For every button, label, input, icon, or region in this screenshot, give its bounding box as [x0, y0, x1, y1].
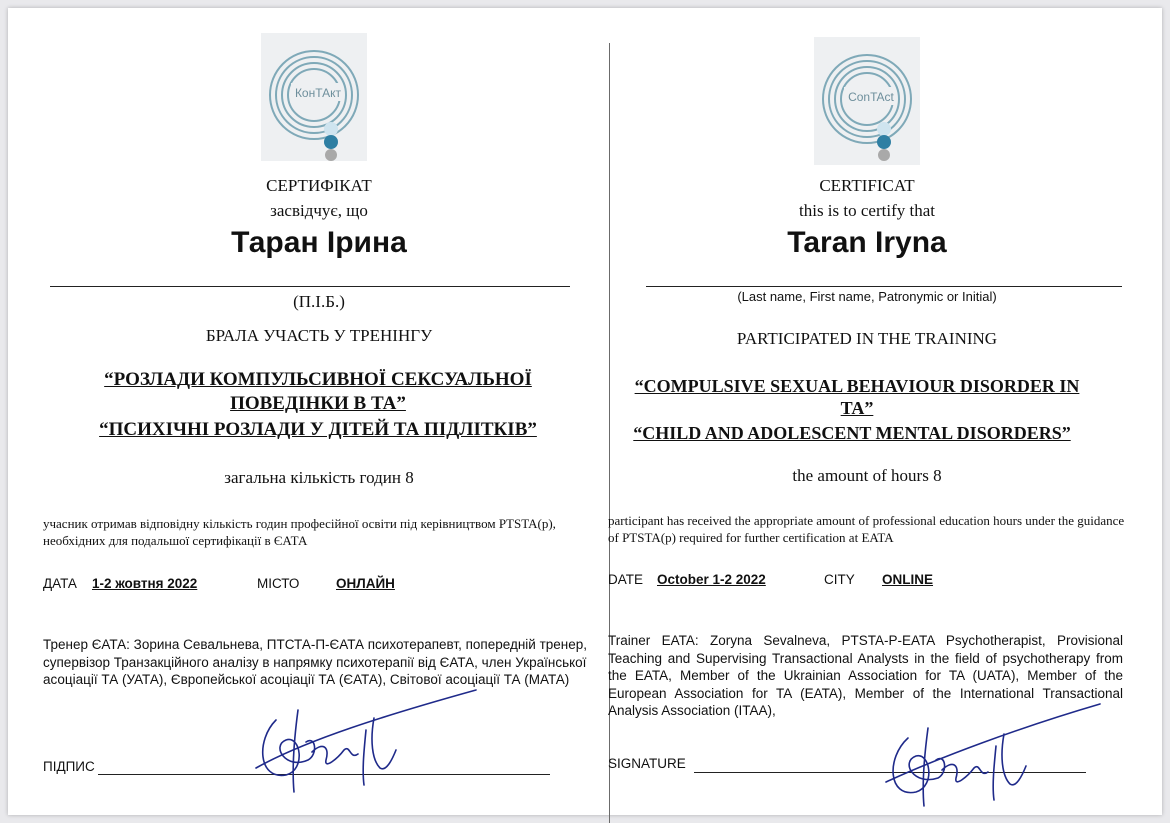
handwritten-signature: [246, 680, 486, 798]
date-value: 1-2 жовтня 2022: [92, 576, 198, 591]
certificate-heading: CERTIFICAT: [819, 176, 915, 195]
city-value: ONLINE: [882, 572, 934, 587]
city-label: МІСТО: [257, 576, 300, 591]
hours-text: загальна кількість годин 8: [224, 468, 414, 487]
hours-text: the amount of hours 8: [792, 466, 942, 485]
logo-text: ConTAct: [848, 90, 894, 104]
certifies-text: засвідчує, що: [270, 201, 368, 220]
logo-graphic: [814, 37, 920, 165]
signature-label: SIGNATURE: [608, 756, 686, 771]
certificate-page: [8, 8, 1162, 815]
training-title-1: “РОЗЛАДИ КОМПУЛЬСИВНОЇ СЕКСУАЛЬНОЇ ПОВЕДІНКИ В ТА”: [104, 369, 532, 414]
trainer-info: Тренер ЄАТА: Зорина Севальнева, ПТСТА-П-ЄАТА психотерапевт, попередній тренер, супервізор Транзакційного аналізу в напрямку психотерапії від ЄАТА, член Української асоціації ТА (УАТА), Європейської асоціації ТА (ЄАТА), Світової асоціації ТА (МАТА): [43, 637, 588, 687]
participated-text: PARTICIPATED IN THE TRAINING: [736, 329, 998, 348]
training-title-1: “COMPULSIVE SEXUAL BEHAVIOUR DISORDER IN TA”: [634, 376, 1080, 418]
name-caption: (Last name, First name, Patronymic or Initial): [737, 289, 997, 304]
signature-label: ПІДПИС: [43, 759, 95, 774]
education-note: participant has received the appropriate amount of professional education hours under the guidance of PTSTA(p) required for further certification at EATA: [608, 513, 1125, 545]
education-note: учасник отримав відповідну кількість годин професійної освіти під керівництвом PTSTA(p), необхідних для подальшої сертифікації в ЄАТА: [43, 516, 556, 548]
contact-logo-en: [814, 37, 920, 165]
contact-logo-ua: [261, 33, 367, 161]
trainer-info: Trainer EATA: Zoryna Sevalneva, PTSTA-P-EATA Psychotherapist, Provisional Teaching and Supervising Transactional Analysts in the field of psychotherapy from the EATA, Member of the Ukrainian Association for TA (UATA), Member of the European Association for TA (EATA), Member of the International Transactional Analysis Association (ITAA),: [608, 633, 1123, 718]
training-title-2: “CHILD AND ADOLESCENT MENTAL DISORDERS”: [633, 423, 1071, 443]
recipient-name: Taran Iryna: [787, 226, 947, 259]
city-label: CITY: [824, 572, 855, 587]
certificate-english: [602, 8, 1162, 815]
date-label: ДАТА: [43, 576, 77, 591]
certificate-ukrainian: [8, 8, 600, 815]
city-value: ОНЛАЙН: [336, 576, 395, 591]
name-underline: [646, 286, 1122, 287]
certificate-heading: СЕРТИФІКАТ: [266, 176, 372, 195]
certifies-text: this is to certify that: [799, 201, 935, 220]
handwritten-signature: [868, 698, 1108, 813]
date-label: DATE: [608, 572, 644, 587]
name-underline: [50, 286, 570, 287]
name-caption: (П.І.Б.): [293, 292, 345, 311]
recipient-name: Таран Ірина: [231, 226, 407, 259]
participated-text: БРАЛА УЧАСТЬ У ТРЕНІНГУ: [205, 326, 433, 345]
date-value: October 1-2 2022: [657, 572, 766, 587]
logo-graphic: [261, 33, 367, 161]
logo-text: КонТАкт: [294, 86, 342, 100]
training-title-2: “ПСИХІЧНІ РОЗЛАДИ У ДІТЕЙ ТА ПІДЛІТКІВ”: [99, 419, 537, 440]
